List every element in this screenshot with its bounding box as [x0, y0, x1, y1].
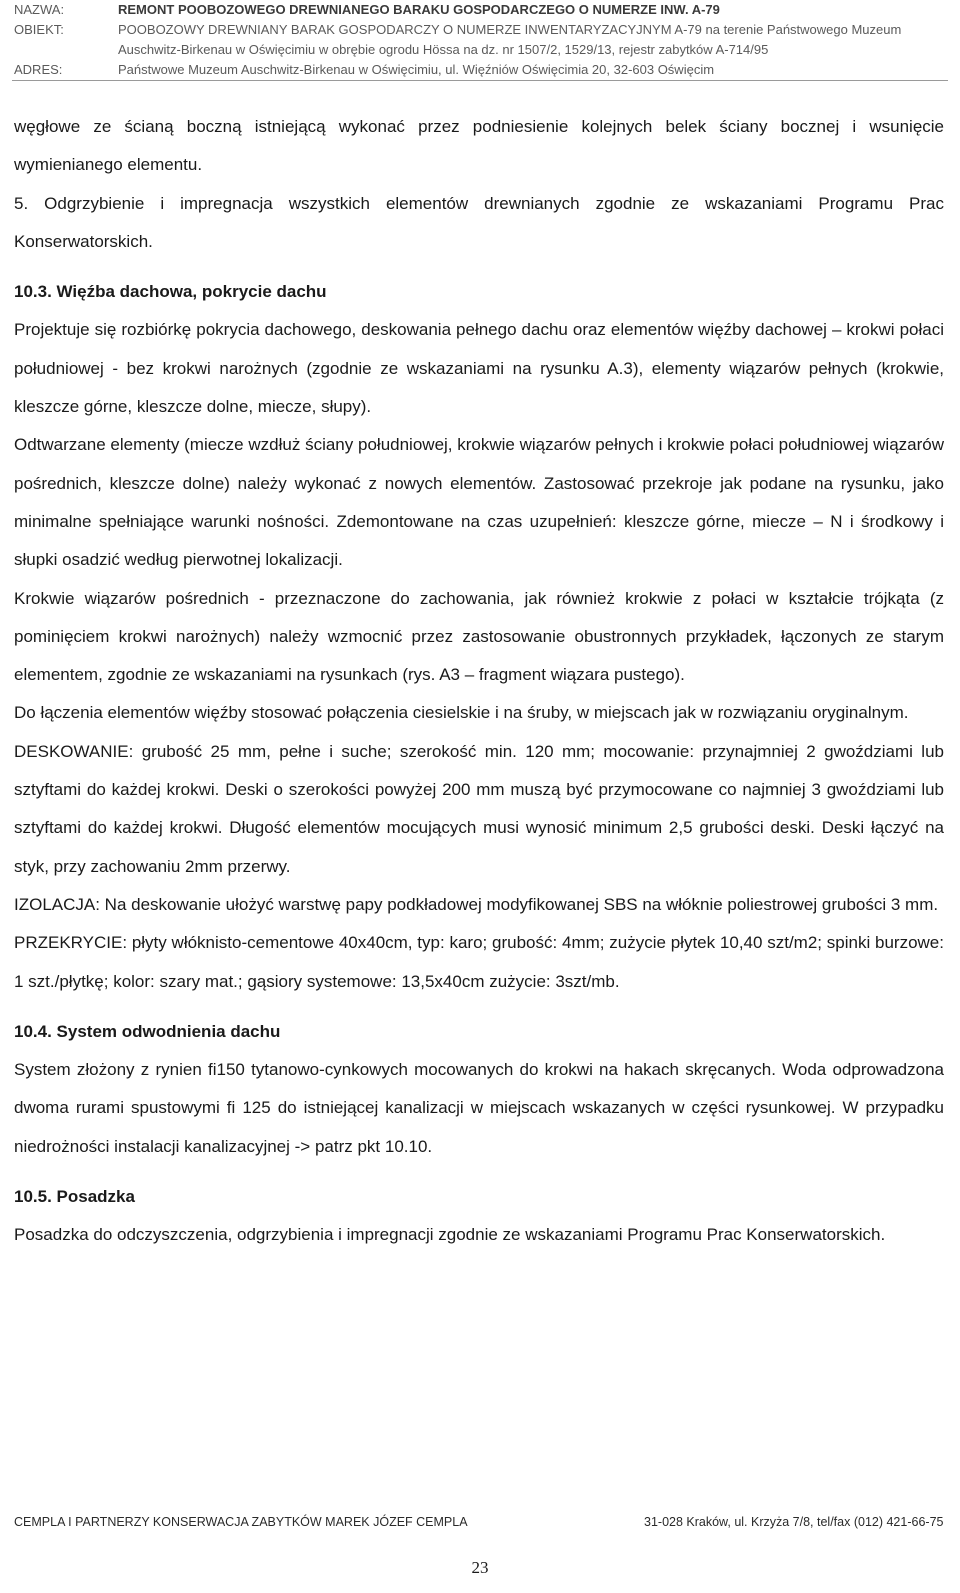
document-footer: [14, 1512, 949, 1532]
spacer: [14, 1001, 944, 1013]
header-key: OBIEKT:: [14, 22, 64, 37]
section-heading-10-5: 10.5. Posadzka: [14, 1187, 135, 1207]
paragraph-intro: węgłowe ze ścianą boczną istniejącą wykonać przez podniesienie kolejnych belek ściany bocznej i wsunięcie wymienianego elementu.: [14, 117, 944, 175]
header-value: Auschwitz-Birkenau w Oświęcimiu w obrębie ogrodu Hössa na dz. nr 1507/2, 1529/13, rejestr zabytków A-714/95: [118, 42, 769, 57]
paragraph-10-3-a: Projektuje się rozbiórkę pokrycia dachowego, deskowania pełnego dachu oraz elementów więźby dachowej – krokwi połaci południowej - bez krokwi narożnych (zgodnie ze wskazaniami na rysunku A.3), elementy wiązarów pełnych (krokwie, kleszcze górne, kleszcze dolne, miecze, słupy).: [14, 320, 944, 417]
paragraph-10-5: Posadzka do odczyszczenia, odgrzybienia i impregnacji zgodnie ze wskazaniami Programu Prac Konserwatorskich.: [14, 1225, 886, 1245]
footer-address: 31-028 Kraków, ul. Krzyża 7/8, tel/fax (012) 421-66-75: [644, 1515, 944, 1529]
spacer: [14, 1166, 944, 1178]
header-value: REMONT POOBOZOWEGO DREWNIANEGO BARAKU GOSPODARCZEGO O NUMERZE INW. A-79: [118, 2, 720, 17]
document-header: [14, 0, 949, 80]
paragraph-10-4: System złożony z rynien fi150 tytanowo-cynkowych mocowanych do krokwi na hakach skręcanych. Woda odprowadzona dwoma rurami spustowymi fi 125 do istniejącej kanalizacji w miejscach wskazanych w części rysunkowej. W przypadku niedrożności instalacji kanalizacyjnej -> patrz pkt 10.10.: [14, 1060, 944, 1156]
header-row-object: [14, 20, 949, 40]
header-value: Państwowe Muzeum Auschwitz-Birkenau w Oświęcimiu, ul. Więźniów Oświęcimia 20, 32-603 Oświęcim: [118, 62, 715, 77]
section-heading-10-3: 10.3. Więźba dachowa, pokrycie dachu: [14, 282, 327, 302]
paragraph-10-3-e: DESKOWANIE: grubość 25 mm, pełne i suche; szerokość min. 120 mm; mocowanie: przynajmniej 2 gwoździami lub sztyftami do każdej krokwi. Deski o szerokości powyżej 200 mm muszą być przymocowane co najmniej 3 gwoździami lub sztyftami do każdej krokwi. Długość elementów mocujących musi wynosić minimum 2,5 grubości deski. Deski łączyć na styk, przy zachowaniu 2mm przerwy.: [14, 741, 944, 876]
paragraph-10-3-c: Krokwie wiązarów pośrednich - przeznaczone do zachowania, jak również krokwie z połaci w kształcie trójkąta (z pominięciem krokwi narożnych) należy wzmocnić przez zastosowanie obustronnych przykładek, łączonych ze starym elementem, zgodnie ze wskazaniami na rysunkach (rys. A3 – fragment wiązara pustego).: [14, 588, 944, 685]
header-key: [14, 40, 118, 60]
header-row-address: [14, 60, 949, 80]
page-number: 23: [471, 1558, 489, 1577]
section-heading-10-4: 10.4. System odwodnienia dachu: [14, 1021, 281, 1041]
paragraph-10-3-g: PRZEKRYCIE: płyty włóknisto-cementowe 40x40cm, typ: karo; grubość: 4mm; zużycie płytek 10,40 szt/m2; spinki burzowe: 1 szt./płytkę; kolor: szary mat.; gąsiory systemowe: 13,5x40cm zużycie: 3szt/mb.: [14, 933, 944, 991]
header-row-object-cont: [14, 40, 949, 60]
header-divider: [12, 80, 948, 81]
header-row-name: [14, 0, 949, 20]
paragraph-item-5: 5. Odgrzybienie i impregnacja wszystkich elementów drewnianych zgodnie ze wskazaniami Programu Prac Konserwatorskich.: [14, 193, 944, 251]
paragraph-10-3-d: Do łączenia elementów więźby stosować połączenia ciesielskie i na śruby, w miejscach jak w rozwiązaniu oryginalnym.: [14, 703, 909, 723]
footer-company: CEMPLA I PARTNERZY KONSERWACJA ZABYTKÓW MAREK JÓZEF CEMPLA: [14, 1515, 468, 1529]
header-value: POOBOZOWY DREWNIANY BARAK GOSPODARCZY O NUMERZE INWENTARYZACYJNYM A-79 na terenie Państwowego Muzeum: [118, 22, 902, 37]
paragraph-10-3-f: IZOLACJA: Na deskowanie ułożyć warstwę papy podkładowej modyfikowanej SBS na włóknie poliestrowej grubości 3 mm.: [14, 894, 939, 914]
paragraph-10-3-b: Odtwarzane elementy (miecze wzdłuż ściany południowej, krokwie wiązarów pełnych i krokwie połaci południowej wiązarów pośrednich, kleszcze dolne) należy wykonać z nowych elementów. Zastosować przekroje jak podane na rysunku, jako minimalne spełniające warunki nośności. Zdemontowane na czas uzupełnień: kleszcze górne, miecze – N i środkowy i słupki osadzić według pierwotnej lokalizacji.: [14, 435, 944, 570]
header-key: NAZWA:: [14, 2, 65, 17]
header-key: ADRES:: [14, 62, 63, 77]
spacer: [14, 261, 944, 273]
document-body: [14, 108, 944, 1255]
